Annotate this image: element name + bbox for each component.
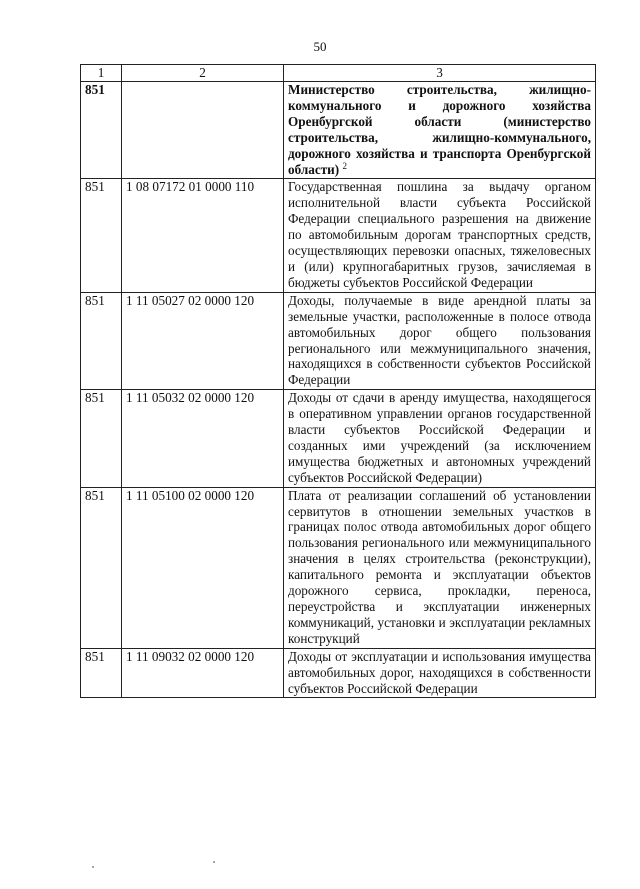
column-header-1: 1 (81, 65, 122, 82)
description-cell: Государственная пошлина за выдачу органом исполнительной власти субъекта Российской Федерации специального разрешения на движение по автомобильным дорогам транспортных средств, осуществляющих перевозки опасных, тяжеловесных и (или) крупногабаритных грузов, зачисляемая в бюджеты субъектов Российской Федерации (284, 179, 596, 292)
admin-code-cell: 851 (81, 390, 122, 487)
scan-speck (92, 866, 94, 868)
table-row (81, 487, 596, 648)
revenue-code-cell (122, 82, 284, 179)
description-cell: Доходы от сдачи в аренду имущества, находящегося в оперативном управлении органов государственной власти субъектов Российской Федерации и созданных ими учреждений (за исключением имущества бюджетных и автономных учреждений субъектов Российской Федерации) (284, 390, 596, 487)
admin-code-cell: 851 (81, 648, 122, 698)
table-row (81, 390, 596, 487)
revenue-code-cell: 1 08 07172 01 0000 110 (122, 179, 284, 292)
table-row (81, 292, 596, 389)
admin-code-cell: 851 (81, 179, 122, 292)
page-number: 50 (313, 39, 327, 54)
table-row (81, 179, 596, 292)
revenue-code-cell: 1 11 09032 02 0000 120 (122, 648, 284, 698)
footnote-marker: 2 (342, 160, 347, 171)
revenue-code-cell: 1 11 05100 02 0000 120 (122, 487, 284, 648)
admin-code-cell: 851 (81, 292, 122, 389)
admin-code-cell: 851 (81, 487, 122, 648)
column-header-3: 3 (284, 65, 596, 82)
table-row-ministry (81, 82, 596, 179)
description-cell: Доходы, получаемые в виде арендной платы за земельные участки, расположенные в полосе отвода автомобильных дорог общего пользования регионального или межмуниципального значения, находящихся в собственности субъектов Российской Федерации (284, 292, 596, 389)
description-cell: Доходы от эксплуатации и использования имущества автомобильных дорог, находящихся в собственности субъектов Российской Федерации (284, 648, 596, 698)
revenue-code-cell: 1 11 05027 02 0000 120 (122, 292, 284, 389)
revenue-codes-table (80, 64, 596, 698)
description-cell (284, 82, 596, 179)
table-row (81, 648, 596, 698)
table-header-row (81, 65, 596, 82)
scan-speck (213, 861, 215, 863)
description-cell: Плата от реализации соглашений об установлении сервитутов в отношении земельных участков в границах полос отвода автомобильных дорог общего пользования регионального или межмуниципального значения в целях строительства (реконструкции), капитального ремонта и эксплуатации объектов дорожного сервиса, прокладки, переноса, переустройства и эксплуатации инженерных коммуникаций, установки и эксплуатации рекламных конструкций (284, 487, 596, 648)
ministry-name: Министерство строительства, жилищно-коммунального и дорожного хозяйства Оренбургской области (министерство строительства, жилищно-коммунального, дорожного хозяйства и транспорта Оренбургской области) (288, 82, 591, 177)
column-header-2: 2 (122, 65, 284, 82)
revenue-code-cell: 1 11 05032 02 0000 120 (122, 390, 284, 487)
admin-code-cell: 851 (81, 82, 122, 179)
